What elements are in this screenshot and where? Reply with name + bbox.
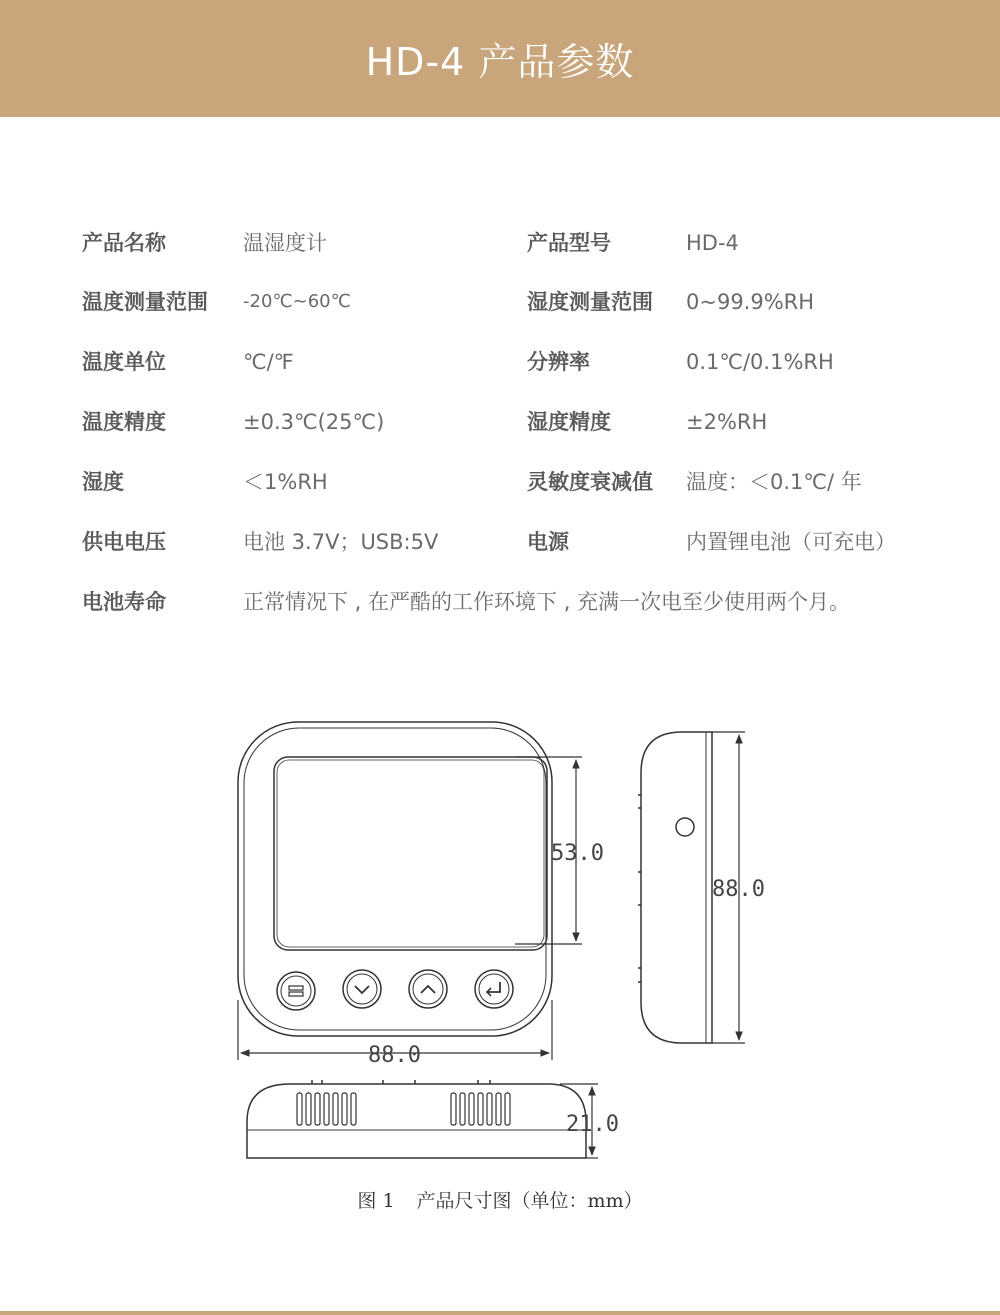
down-button-icon [343,970,381,1008]
side-sensor-hole [676,818,694,836]
spec-value-humidity-range: 0~99.9%RH [686,290,815,314]
spec-label-humidity-accuracy: 湿度精度 [527,410,611,434]
spec-label-resolution: 分辨率 [527,350,590,374]
bottom-view [247,1080,586,1158]
left-vent-slots [297,1093,356,1125]
front-view [238,722,552,1036]
spec-value-temp-range: -20℃~60℃ [243,291,351,312]
figure-number: 图 1 [357,1190,395,1212]
spec-label-humidity: 湿度 [82,470,124,494]
page-header [0,0,1000,117]
spec-value-temp-accuracy: ±0.3℃(25℃) [243,410,385,434]
device-height-label: 88.0 [712,877,765,902]
device-depth-label: 21.0 [566,1112,619,1137]
spec-label-temp-unit: 温度单位 [82,350,166,374]
spec-label-temp-accuracy: 温度精度 [82,410,166,434]
spec-label-power-source: 电源 [527,530,569,554]
up-button-icon [409,970,447,1008]
spec-label-model: 产品型号 [527,231,611,255]
spec-label-temp-range: 温度测量范围 [82,290,208,314]
right-vent-slots [451,1093,510,1125]
figure-caption-text: 产品尺寸图（单位：mm） [416,1190,643,1212]
spec-value-temp-unit: ℃/℉ [243,350,294,374]
spec-value-resolution: 0.1℃/0.1%RH [686,350,834,374]
spec-value-sensitivity-decay: 温度：＜0.1℃/ 年 [686,470,862,494]
enter-button-icon [475,970,513,1008]
spec-label-product-name: 产品名称 [82,231,166,255]
spec-label-battery-life: 电池寿命 [82,590,166,614]
side-view [638,732,712,1043]
figure-caption [0,1186,1000,1213]
spec-value-battery-life: 正常情况下 , 在严酷的工作环境下 , 充满一次电至少使用两个月。 [243,590,851,614]
device-width-label: 88.0 [368,1043,421,1068]
spec-value-product-name: 温湿度计 [243,231,327,255]
dimension-drawing [225,710,785,1180]
spec-value-power-supply: 电池 3.7V；USB:5V [243,530,439,554]
screen-outline [274,757,547,950]
page-title: HD-4 产品参数 [365,40,635,84]
spec-label-power-supply: 供电电压 [82,530,166,554]
spec-value-humidity: ＜1%RH [243,470,328,494]
bottom-divider [0,1311,1000,1315]
spec-value-humidity-accuracy: ±2%RH [686,410,768,434]
spec-value-power-source: 内置锂电池（可充电） [686,530,896,554]
spec-label-humidity-range: 湿度测量范围 [527,290,653,314]
menu-button-icon [277,972,315,1010]
spec-value-model: HD-4 [686,231,739,255]
spec-label-sensitivity-decay: 灵敏度衰减值 [527,470,653,494]
screen-height-label: 53.0 [551,841,604,866]
